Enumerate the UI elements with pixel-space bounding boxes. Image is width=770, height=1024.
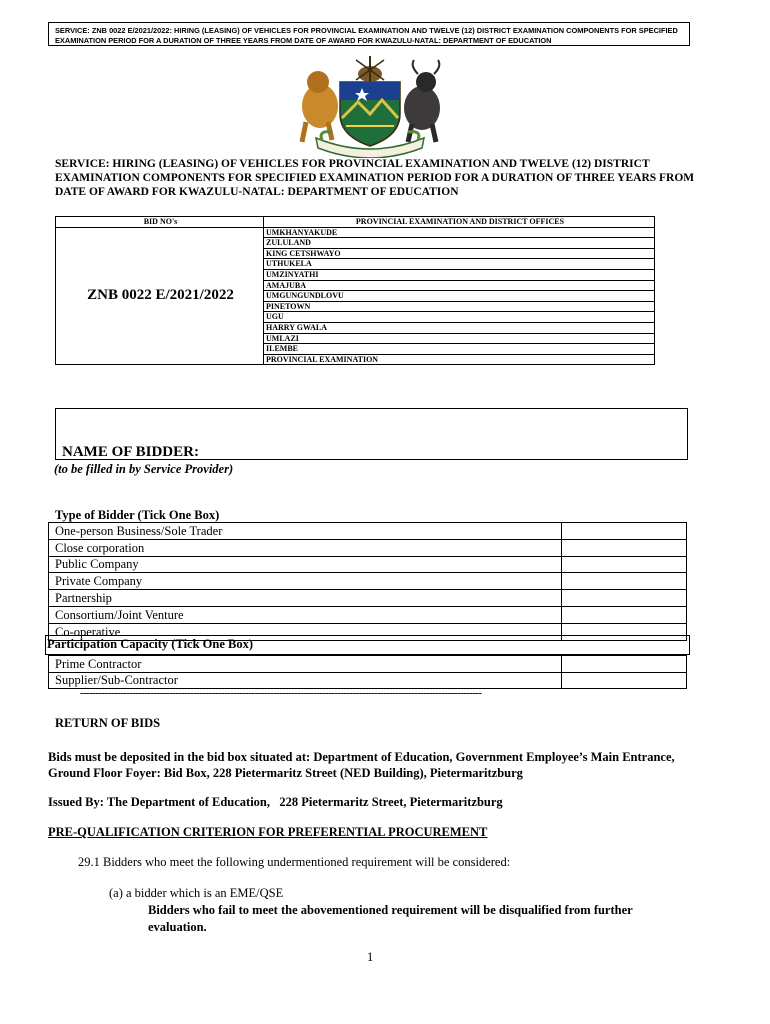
prequalification-heading: PRE-QUALIFICATION CRITERION FOR PREFERENTIAL PROCUREMENT [48, 825, 488, 839]
bid-offices-table [55, 216, 655, 365]
offices-header: PROVINCIAL EXAMINATION AND DISTRICT OFFICES [264, 217, 655, 228]
office-item: KING CETSHWAYO [264, 248, 655, 259]
clause-29-1: 29.1 Bidders who meet the following undermentioned requirement will be considered: [78, 855, 511, 869]
office-item: UMLAZI [264, 333, 655, 344]
tick-box[interactable] [562, 606, 687, 623]
bidder-type-option: Public Company [49, 556, 562, 573]
office-item: HARRY GWALA [264, 322, 655, 333]
tick-box[interactable] [562, 523, 687, 540]
office-item: UMKHANYAKUDE [264, 227, 655, 238]
office-item: UMGUNGUNDLOVU [264, 291, 655, 302]
running-header: SERVICE: ZNB 0022 E/2021/2022: HIRING (LEASING) OF VEHICLES FOR PROVINCIAL EXAMINATION AND TWELVE (12) DISTRICT EXAMINATION COMPONENTS FOR SPECIFIED EXAMINATION PERIOD FOR A DURATION OF THREE YEARS FROM DATE OF AWARD FOR KWAZULU-NATAL: DEPARTMENT OF EDUCATION [48, 22, 690, 46]
office-item: ILEMBE [264, 344, 655, 355]
bidder-type-option: Close corporation [49, 539, 562, 556]
bidder-type-heading: Type of Bidder (Tick One Box) [55, 508, 220, 522]
tick-box[interactable] [562, 573, 687, 590]
participation-option: Prime Contractor [49, 656, 562, 673]
participation-option: Supplier/Sub-Contractor [49, 672, 562, 689]
kwazulu-natal-coat-of-arms-icon [282, 52, 458, 158]
bidder-name-label: NAME OF BIDDER: [62, 444, 199, 460]
participation-heading: Participation Capacity (Tick One Box) [45, 635, 690, 655]
bidder-type-table [48, 522, 687, 641]
bidder-type-option: Private Company [49, 573, 562, 590]
participation-table [48, 655, 687, 689]
office-item: PINETOWN [264, 301, 655, 312]
return-of-bids-heading: RETURN OF BIDS [55, 716, 161, 730]
bidder-type-option: Partnership [49, 590, 562, 607]
tick-box[interactable] [562, 539, 687, 556]
bidder-type-option: Consortium/Joint Venture [49, 606, 562, 623]
office-item: PROVINCIAL EXAMINATION [264, 354, 655, 365]
bid-number: ZNB 0022 E/2021/2022 [56, 227, 264, 365]
office-item: UGU [264, 312, 655, 323]
clause-item-a: (a) a bidder which is an EME/QSE [109, 886, 284, 900]
office-item: UTHUKELA [264, 259, 655, 270]
disqualification-note: Bidders who fail to meet the abovementioned requirement will be disqualified from further evaluation. [148, 903, 633, 934]
bidder-type-option: One-person Business/Sole Trader [49, 523, 562, 540]
bid-no-header: BID NO's [56, 217, 264, 228]
page-number: 1 [367, 950, 374, 964]
bidder-name-note: (to be filled in by Service Provider) [54, 462, 234, 476]
office-item: UMZINYATHI [264, 269, 655, 280]
tick-box[interactable] [562, 590, 687, 607]
bidder-type-option: Co-operative [49, 623, 562, 640]
return-of-bids-text: Bids must be deposited in the bid box situated at: Department of Education, Government Employee’s Main Entrance, Ground Floor Foyer: Bid Box, 228 Pietermaritz Street (NED Building), Pietermaritzburg [48, 750, 675, 780]
tick-box[interactable] [562, 656, 687, 673]
tick-box[interactable] [562, 556, 687, 573]
issued-by: Issued By: The Department of Education, 228 Pietermaritz Street, Pietermaritzburg [48, 795, 503, 809]
document-title: SERVICE: HIRING (LEASING) OF VEHICLES FOR PROVINCIAL EXAMINATION AND TWELVE (12) DISTRICT EXAMINATION COMPONENTS FOR SPECIFIED EXAMINATION PERIOD FOR A DURATION OF THREE YEARS FROM DATE OF AWARD FOR KWAZULU-NATAL: DEPARTMENT OF EDUCATION [55, 158, 695, 198]
dashed-separator: ----------------------------------------------------------------------------------------------------------------------------------- [80, 687, 482, 699]
office-item: ZULULAND [264, 238, 655, 249]
office-item: AMAJUBA [264, 280, 655, 291]
